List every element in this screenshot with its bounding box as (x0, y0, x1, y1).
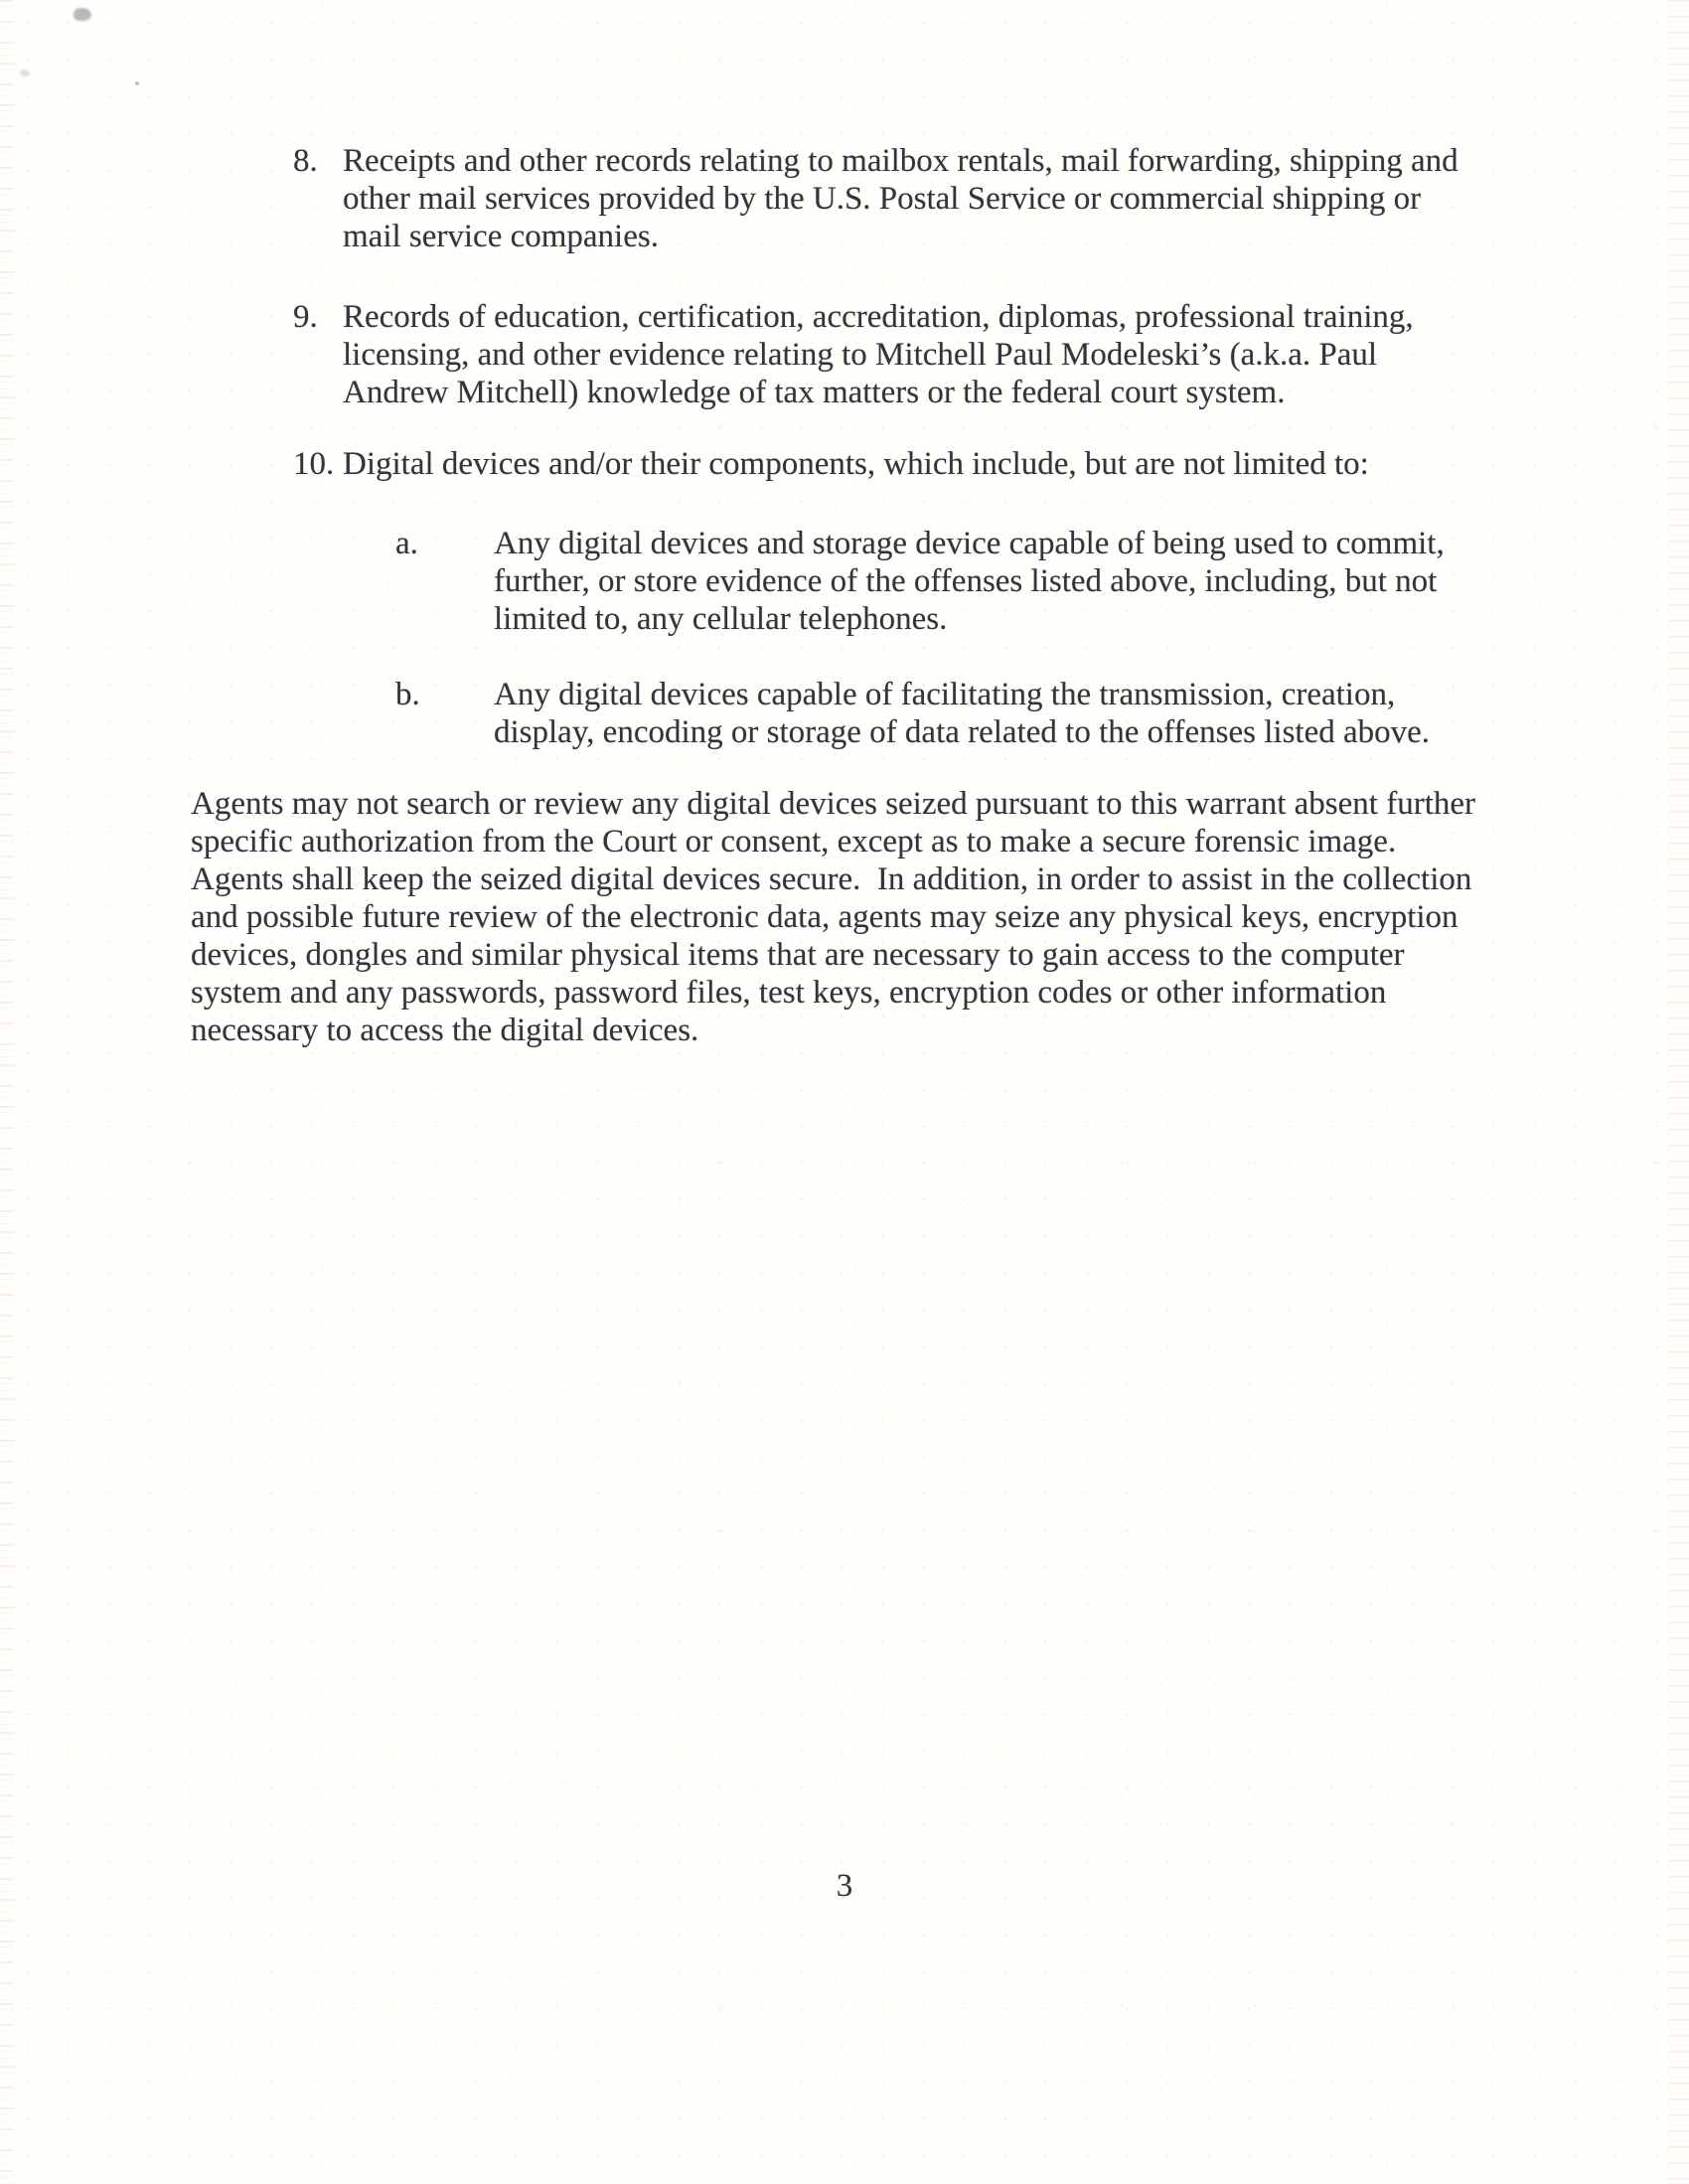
page-number: 3 (836, 1868, 853, 1904)
list-item-8-number: 8. (293, 143, 318, 179)
sub-item-b-letter: b. (395, 677, 420, 712)
scan-edge-noise-left (0, 0, 14, 2184)
scan-smudge (135, 81, 139, 85)
list-item-9-text: Records of education, certification, accreditation, diplomas, professional training, licensing, and other evidence relating to Mitchell Paul Modeleski’s (a.k.a. Paul Andrew Mitchell) knowledge of tax matters or the federal court system. (343, 299, 1422, 410)
sub-item-a-text: Any digital devices and storage device capable of being used to commit, further, or store evidence of the offenses listed above, including, but not limited to, any cellular telephones. (494, 526, 1453, 637)
sub-item-b (395, 676, 1492, 751)
document-content (191, 142, 1492, 1049)
list-item-9 (293, 298, 1492, 411)
list-item-9-number: 9. (293, 299, 318, 335)
scan-smudge (74, 8, 91, 21)
list-item-8-text: Receipts and other records relating to mailbox rentals, mail forwarding, shipping and other mail services provided by the U.S. Postal Service or commercial shipping or mail service companies. (343, 143, 1466, 254)
closing-paragraph: Agents may not search or review any digital devices seized pursuant to this warrant absent further specific authorization from the Court or consent, except as to make a secure forensic image. Agents shall keep the seized digital devices secure. In addition, in order to assist in the collection and possible future review of the electronic data, agents may seize any physical keys, encryption devices, dongles and similar physical items that are necessary to gain access to the computer system and any passwords, password files, test keys, encryption codes or other information necessary to access the digital devices. (191, 786, 1484, 1048)
scan-edge-noise-right (1667, 0, 1689, 2184)
list-item-10 (293, 445, 1492, 483)
list-item-10-text: Digital devices and/or their components, which include, but are not limited to: (343, 446, 1369, 482)
list-item-8 (293, 142, 1492, 255)
sub-item-a-letter: a. (395, 526, 418, 561)
scan-smudge (20, 70, 30, 77)
sub-item-b-text: Any digital devices capable of facilitating the transmission, creation, display, encoding or storage of data related to the offenses listed above. (494, 677, 1431, 750)
list-item-10-number: 10. (293, 446, 335, 482)
sub-item-a (395, 525, 1492, 638)
